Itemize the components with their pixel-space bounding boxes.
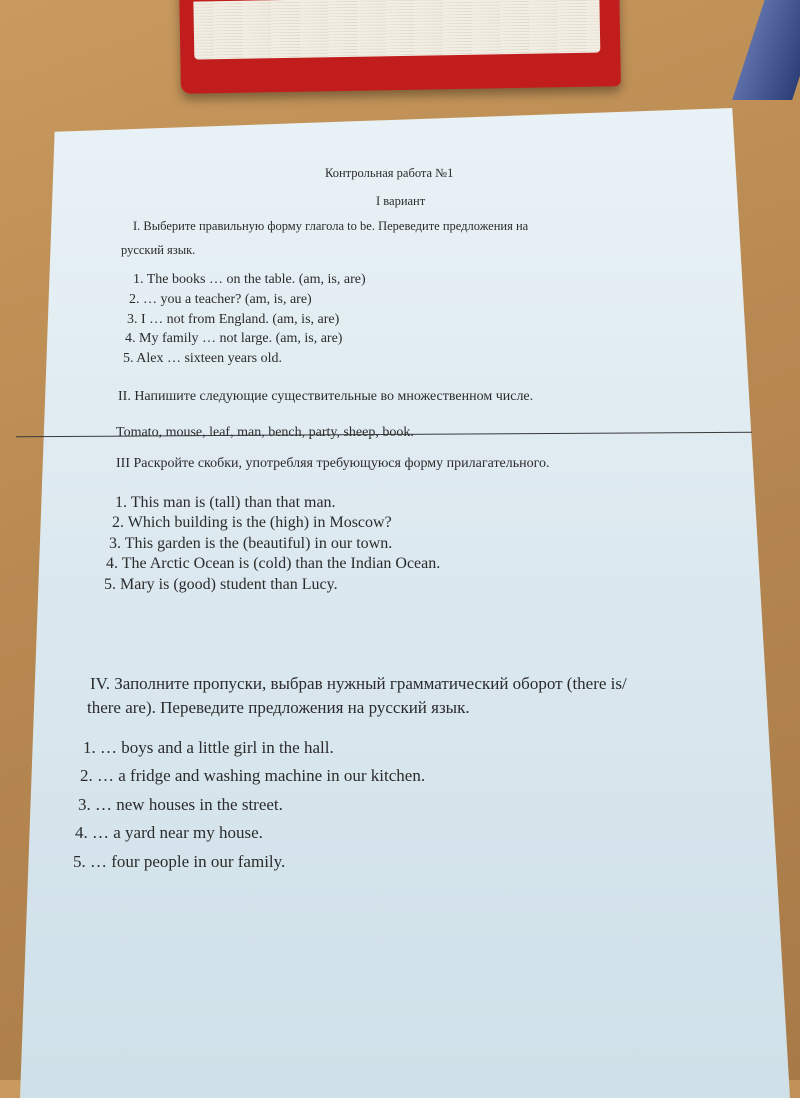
section1-item: 2. … you a teacher? (am, is, are) [129, 292, 312, 307]
section1-instruction-line1: I. Выберите правильную форму глагола to be. Переведите предложения на [133, 219, 529, 233]
red-book [179, 0, 621, 94]
section1-item: 1. The books … on the table. (am, is, are) [133, 272, 366, 287]
section1-item: 3. I … not from England. (am, is, are) [127, 312, 340, 327]
section4-item: 4. … a yard near my house. [75, 823, 263, 842]
section4-item: 2. … a fridge and washing machine in our kitchen. [80, 766, 426, 785]
section1-item: 5. Alex … sixteen years old. [123, 351, 283, 366]
book-pages [193, 0, 600, 60]
section3-item: 1. This man is (tall) than that man. [115, 494, 336, 511]
variant-label: I вариант [376, 194, 426, 208]
section2-instruction: II. Напишите следующие существительные во множественном числе. [118, 389, 534, 404]
section4-instruction-line1: IV. Заполните пропуски, выбрав нужный грамматический оборот (there is/ [90, 674, 627, 693]
section4-item: 3. … new houses in the street. [78, 795, 283, 814]
section1-instruction-line2: русский язык. [121, 243, 196, 257]
section3-item: 2. Which building is the (high) in Moscow? [112, 514, 392, 531]
page-title: Контрольная работа №1 [325, 166, 454, 180]
section4-item: 5. … four people in our family. [73, 852, 286, 871]
section3-item: 5. Mary is (good) student than Lucy. [104, 576, 338, 593]
section3-instruction: III Раскройте скобки, употребляя требующуюся форму прилагательного. [116, 456, 550, 471]
section4-instruction-line2: there are). Переведите предложения на русский язык. [87, 698, 470, 717]
section3-item: 3. This garden is the (beautiful) in our town. [109, 535, 393, 552]
blue-object [732, 0, 800, 100]
section3-item: 4. The Arctic Ocean is (cold) than the Indian Ocean. [106, 555, 441, 572]
section2-words: Tomato, mouse, leaf, man, bench, party, sheep, book. [116, 425, 414, 440]
section1-item: 4. My family … not large. (am, is, are) [125, 331, 343, 346]
section4-item: 1. … boys and a little girl in the hall. [83, 738, 334, 757]
